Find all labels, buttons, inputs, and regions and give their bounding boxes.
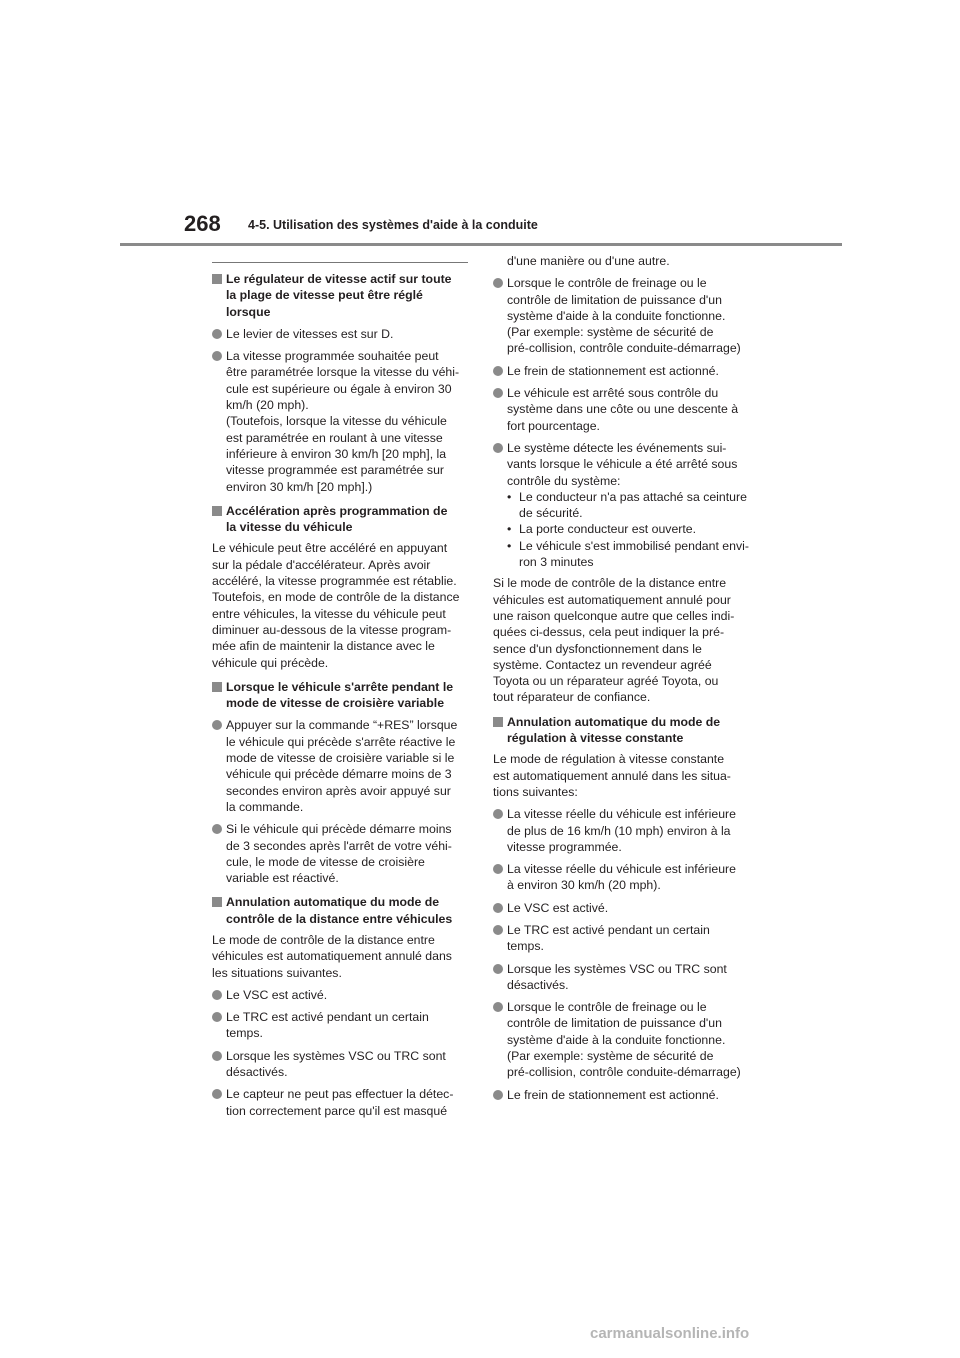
text-line: inférieure à environ 30 km/h [20 mph], la [226,446,447,461]
text-line: Le conducteur n'a pas attaché sa ceinture [519,489,747,504]
text-line: secondes environ après avoir appuyé sur [226,783,451,798]
text-line: Le frein de stationnement est actionné. [507,1087,719,1102]
text-line: pré-collision, contrôle conduite-démarrage) [507,1065,741,1080]
page-header [0,0,960,250]
text-line: Le régulateur de vitesse actif sur toute [226,272,452,286]
bullet-item [493,275,753,356]
text-line: Le système détecte les événements sui- [507,440,727,455]
text-line: lorsque [226,304,271,319]
text-line: véhicules est automatiquement annulé pour [493,592,731,607]
sub-item [493,538,753,571]
text-line: contrôle de limitation de puissance d'un [507,292,722,307]
text-line: Si le véhicule qui précède démarre moins [226,822,452,837]
text-line: km/h (20 mph). [226,398,309,413]
text-line: pré-collision, contrôle conduite-démarrage) [507,341,741,356]
text-line: diminuer au-dessous de la vitesse program- [212,622,452,637]
text-line: Lorsque les systèmes VSC ou TRC sont [507,961,727,976]
text-line: Le mode de régulation à vitesse constante [493,752,725,767]
text-line: sur la pédale d'accélérateur. Après avoir [212,557,431,572]
sub-bullet-marker: • [507,489,512,504]
bullet-item [212,348,472,495]
bullet-item [212,1086,472,1119]
bullet-item [493,440,753,489]
text-line: entre véhicules, la vitesse du véhicule peut [212,606,446,621]
section-heading [212,503,472,536]
text-line: contrôle du système: [507,473,621,488]
text-line: la commande. [226,799,304,814]
chapter-title: 4-5. Utilisation des systèmes d'aide à la conduite [248,218,538,232]
text-line: mode de vitesse de croisière variable si le [226,751,455,766]
text-line: la plage de vitesse peut être réglé [226,288,423,303]
text-line: système. Contactez un revendeur agréé [493,657,712,672]
bullet-item [212,821,472,886]
text-line: Lorsque le contrôle de freinage ou le [507,276,707,291]
bullet-item [493,363,753,379]
text-line: (Toutefois, lorsque la vitesse du véhicule [226,414,447,429]
text-line: temps. [226,1026,263,1041]
text-line: véhicules est automatiquement annulé dans [212,949,452,964]
text-line: vitesse programmée. [507,839,622,854]
text-line: cule, le mode de vitesse de croisière [226,854,425,869]
text-line: Le véhicule est arrêté sous contrôle du [507,386,719,401]
text-line: une raison quelconque autre que celles indi- [493,608,735,623]
text-line: environ 30 km/h [20 mph].) [226,479,373,494]
text-line: tout réparateur de confiance. [493,690,651,705]
text-line: Le véhicule s'est immobilisé pendant envi- [519,538,749,553]
section-heading [493,714,753,747]
bullet-item [493,900,753,916]
bullet-item [212,1048,472,1081]
text-line: la vitesse du véhicule [226,520,353,535]
text-line: Le capteur ne peut pas effectuer la détec- [226,1087,454,1102]
text-line: désactivés. [507,977,569,992]
paragraph [493,575,753,705]
text-line: régulation à vitesse constante [507,731,684,746]
text-line: La vitesse réelle du véhicule est inférieure [507,862,736,877]
text-line: tion correctement parce qu'il est masqué [226,1103,448,1118]
text-line: de sécurité. [519,506,583,521]
text-line: vants lorsque le véhicule a été arrêté sous [507,457,738,472]
bullet-item [493,999,753,1080]
text-line: Lorsque le véhicule s'arrête pendant le [226,679,454,694]
header-divider [120,243,842,246]
bullet-item [212,326,472,342]
text-line: La porte conducteur est ouverte. [519,522,697,537]
text-line: est paramétrée en roulant à une vitesse [226,430,443,445]
text-line: cule est supérieure ou égale à environ 30 [226,381,452,396]
text-line: Le frein de stationnement est actionné. [507,363,719,378]
text-line: Toutefois, en mode de contrôle de la distance [212,590,460,605]
bullet-item [493,961,753,994]
text-line: mée afin de maintenir la distance avec le [212,639,435,654]
bullet-item [493,385,753,434]
text-line: Si le mode de contrôle de la distance entre [493,576,727,591]
paragraph [212,932,472,981]
text-line: être paramétrée lorsque la vitesse du véhi- [226,365,460,380]
bullet-item [493,861,753,894]
text-line: ron 3 minutes [519,555,594,570]
bullet-item [493,1087,753,1103]
paragraph-continued [493,253,753,269]
section-heading [212,679,472,712]
text-line: La vitesse réelle du véhicule est inférieure [507,807,736,822]
text-line: accéléré, la vitesse programmée est rétablie. [212,574,457,589]
bullet-item [493,806,753,855]
text-line: variable est réactivé. [226,871,339,886]
text-line: le véhicule qui précède s'arrête réactive le [226,734,456,749]
sub-bullet-marker: • [507,522,512,537]
text-line: contrôle de la distance entre véhicules [226,911,453,926]
sub-bullet-marker: • [507,538,512,553]
text-line: Le véhicule peut être accéléré en appuyant [212,541,448,556]
watermark: carmanualsonline.info [590,1325,750,1342]
text-line: tions suivantes: [493,784,578,799]
section-heading [212,894,472,927]
right-column [493,253,753,1103]
text-line: Le mode de contrôle de la distance entre [212,932,435,947]
text-line: Appuyer sur la commande “+RES” lorsque [226,718,458,733]
paragraph [212,540,472,670]
section-divider [212,262,468,263]
text-line: système d'aide à la conduite fonctionne. [507,1032,726,1047]
text-line: Accélération après programmation de [226,503,448,518]
text-line: fort pourcentage. [507,418,600,433]
text-line: Annulation automatique du mode de [507,714,721,729]
text-line: véhicule qui précède démarre moins de 3 [226,767,452,782]
bullet-item [493,922,753,955]
text-line: Annulation automatique du mode de [226,895,440,910]
text-line: Lorsque les systèmes VSC ou TRC sont [226,1048,446,1063]
text-line: véhicule qui précède. [212,655,329,670]
text-line: Lorsque le contrôle de freinage ou le [507,1000,707,1015]
text-line: les situations suivantes. [212,965,342,980]
text-line: contrôle de limitation de puissance d'un [507,1016,722,1031]
text-line: temps. [507,939,544,954]
text-line: Le VSC est activé. [507,900,609,915]
text-line: Le levier de vitesses est sur D. [226,326,394,341]
text-line: de plus de 16 km/h (10 mph) environ à la [507,823,731,838]
bullet-item [212,987,472,1003]
text-line: de 3 secondes après l'arrêt de votre véhi- [226,838,452,853]
text-line: à environ 30 km/h (20 mph). [507,878,661,893]
bullet-item [212,1009,472,1042]
sub-item [493,521,753,537]
text-line: Toyota ou un réparateur agréé Toyota, ou [493,674,719,689]
text-line: Le TRC est activé pendant un certain [507,922,710,937]
bullet-item [212,717,472,815]
text-line: désactivés. [226,1065,288,1080]
text-line: sence d'un dysfonctionnement dans le [493,641,702,656]
text-line: est automatiquement annulé dans les situa- [493,768,731,783]
text-line: (Par exemple: système de sécurité de [507,325,714,340]
text-line: système d'aide à la conduite fonctionne. [507,308,726,323]
sub-item [493,489,753,522]
paragraph [493,751,753,800]
left-column [212,253,472,1119]
text-line: quées ci-dessus, cela peut indiquer la pré- [493,625,725,640]
text-line: Le VSC est activé. [226,987,328,1002]
text-line: système dans une côte ou une descente à [507,402,739,417]
page-number: 268 [184,211,221,236]
text-line: vitesse programmée est paramétrée sur [226,463,445,478]
text-line: La vitesse programmée souhaitée peut [226,349,439,364]
section-heading [212,271,472,320]
text-line: Le TRC est activé pendant un certain [226,1010,429,1025]
text-line: mode de vitesse de croisière variable [226,696,445,711]
text-line: (Par exemple: système de sécurité de [507,1049,714,1064]
text-line: d'une manière ou d'une autre. [507,254,670,268]
